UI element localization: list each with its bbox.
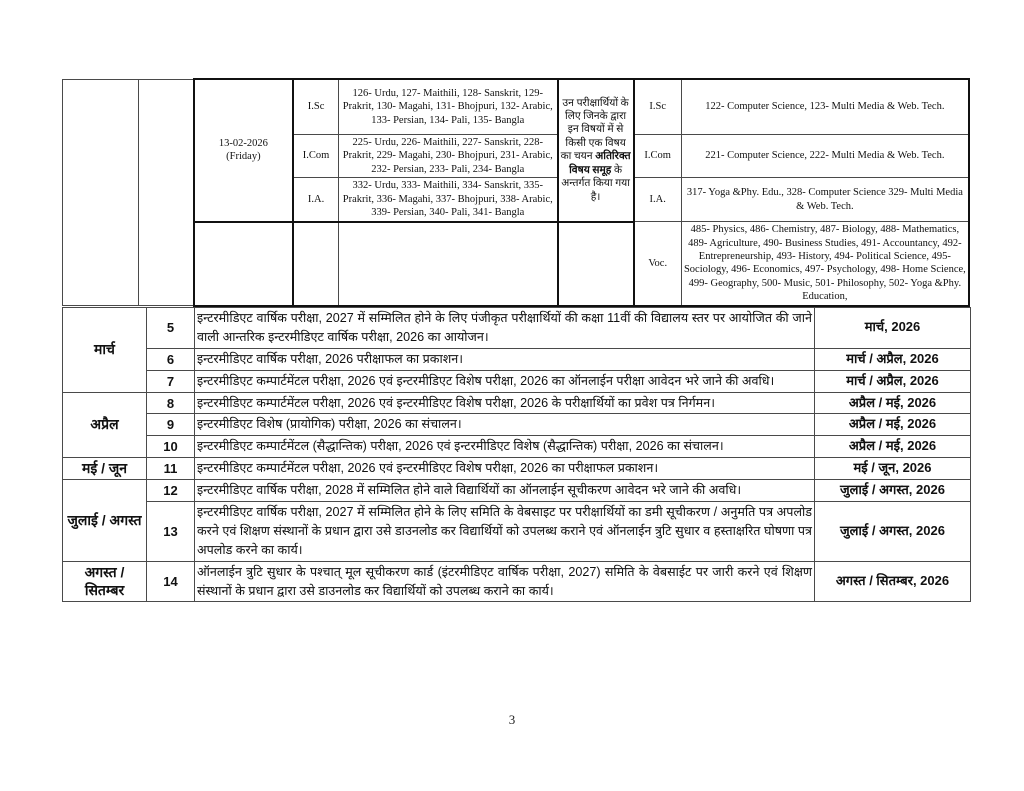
stream-subjects-voc-right: 485- Physics, 486- Chemistry, 487- Biology, 488- Mathematics, 489- Agriculture, 490- Business Studies, 491- Accountancy, 492- Entrepreneurship, 493- History, 494- Political Science, 495- Sociology, 496- Economics, 497- Psychology, 498- Home Science, 499- Geography, 500- Music, 501- Philosophy, 502- Yoga &Phy. Education, [681,222,969,306]
stream-label-ia-left: I.A. [293,178,338,222]
exam-day: (Friday) [226,151,261,163]
activity-description: इन्टरमीडिएट कम्पार्टमेंटल परीक्षा, 2026 एवं इन्टरमीडिएट विशेष परीक्षा, 2026 का परीक्षाफल प्रकाशन। [195,458,815,480]
serial-number: 7 [147,370,195,392]
month-label-march: मार्च [63,308,147,393]
month-label-july-august: जुलाई / अगस्त [63,480,147,562]
month-label-august-september: अगस्त / सितम्बर [63,561,147,602]
activity-period: अप्रैल / मई, 2026 [815,392,971,414]
activity-description: इन्टरमीडिएट वार्षिक परीक्षा, 2027 में सम्मिलित होने के लिए पंजीकृत परीक्षार्थियों की कक्षा 11वीं की विद्यालय स्तर पर आयोजित की जाने वाली आन्तरिक इन्टरमीडिएट वार्षिक परीक्षा, 2026 का आयोजन। [195,308,815,349]
activity-period: मई / जून, 2026 [815,458,971,480]
activity-period: मार्च / अप्रैल, 2026 [815,348,971,370]
table-row [63,79,970,135]
activity-period: अगस्त / सितम्बर, 2026 [815,561,971,602]
note-text-bold: अतिरिक्त विषय समूह [569,151,631,176]
schedule-table-container [62,307,970,602]
table-row [63,561,971,602]
activity-description: इन्टरमीडिएट विशेष (प्रायोगिक) परीक्षा, 2026 का संचालन। [195,414,815,436]
exam-subjects-table-container [62,78,970,307]
stream-label-isc-right: I.Sc [634,79,682,135]
table-row [63,348,971,370]
table-row [63,308,971,349]
empty-cell-col2 [139,79,194,306]
activity-description: इन्टरमीडिएट वार्षिक परीक्षा, 2027 में सम्मिलित होने के लिए समिति के वेबसाइट पर परीक्षार्थियों का डमी सूचीकरण / अनुमति पत्र अपलोड करने एवं शिक्षण संस्थानों के प्रधान द्वारा उसे डाउनलोड कर विद्यार्थियों को उपलब्ध कराने एवं ऑनलाईन त्रुटि सुधार व हस्ताक्षरित घोषणा पत्र अपलोड करने का कार्य। [195,502,815,562]
stream-subjects-icom-right: 221- Computer Science, 222- Multi Media & Web. Tech. [681,135,969,178]
activity-period: अप्रैल / मई, 2026 [815,436,971,458]
exam-date: 13-02-2026 [218,137,268,149]
serial-number: 6 [147,348,195,370]
note-text-part1: उन परीक्षार्थियों के लिए जिनके द्वारा इन विषयों में से किसी एक विषय का चयन [560,97,629,163]
activity-period: मार्च, 2026 [815,308,971,349]
serial-number: 5 [147,308,195,349]
table-row [63,370,971,392]
activity-description: ऑनलाईन त्रुटि सुधार के पश्चात् मूल सूचीकरण कार्ड (इंटरमीडिएट वार्षिक परीक्षा, 2027) समिति के वेबसाईट पर जारी करने एवं शिक्षण संस्थानों के प्रधान द्वारा उसे डाउनलोड कर विद्यार्थियों को उपलब्ध कराने का कार्य। [195,561,815,602]
activity-description: इन्टरमीडिएट वार्षिक परीक्षा, 2028 में सम्मिलित होने वाले विद्यार्थियों का ऑनलाईन सूचीकरण आवेदन भरे जाने की अवधि। [195,480,815,502]
activity-period: अप्रैल / मई, 2026 [815,414,971,436]
serial-number: 10 [147,436,195,458]
serial-number: 12 [147,480,195,502]
table-row [63,414,971,436]
activity-description: इन्टरमीडिएट कम्पार्टमेंटल परीक्षा, 2026 एवं इन्टरमीडिएट विशेष परीक्षा, 2026 का ऑनलाईन परीक्षा आवेदन भरे जाने की अवधि। [195,370,815,392]
table-row [63,436,971,458]
stream-subjects-isc-left: 126- Urdu, 127- Maithili, 128- Sanskrit, 129- Prakrit, 130- Magahi, 131- Bhojpuri, 132- Arabic, 133- Persian, 134- Pali, 135- Bangla [339,79,558,135]
month-label-april: अप्रैल [63,392,147,458]
stream-subjects-icom-left: 225- Urdu, 226- Maithili, 227- Sanskrit, 228- Prakrit, 229- Magahi, 230- Bhojpuri, 231- Arabic, 232- Persian, 233- Pali, 234- Bangla [339,135,558,178]
table-row [63,458,971,480]
table-row [63,480,971,502]
serial-number: 9 [147,414,195,436]
spacer-cell-stream-left [293,222,338,306]
activity-period: जुलाई / अगस्त, 2026 [815,480,971,502]
month-label-may-june: मई / जून [63,458,147,480]
stream-label-isc-left: I.Sc [293,79,338,135]
additional-subject-note-cell [558,79,634,222]
activity-description: इन्टरमीडिएट वार्षिक परीक्षा, 2026 परीक्षाफल का प्रकाशन। [195,348,815,370]
activity-period: मार्च / अप्रैल, 2026 [815,370,971,392]
serial-number: 11 [147,458,195,480]
exam-date-cell [194,79,293,222]
serial-number: 8 [147,392,195,414]
spacer-cell-subjects-left [339,222,558,306]
stream-label-icom-right: I.Com [634,135,682,178]
page-number: 3 [508,712,516,727]
stream-label-ia-right: I.A. [634,178,682,222]
activity-period: जुलाई / अगस्त, 2026 [815,502,971,562]
serial-number: 14 [147,561,195,602]
serial-number: 13 [147,502,195,562]
activity-description: इन्टरमीडिएट कम्पार्टमेंटल परीक्षा, 2026 एवं इन्टरमीडिएट विशेष परीक्षा, 2026 के परीक्षार्थियों का प्रवेश पत्र निर्गमन। [195,392,815,414]
exam-subjects-table [62,78,970,307]
empty-cell-col1 [63,79,139,306]
schedule-table [62,307,971,602]
note-text-part2: के अन्तर्गत किया गया है। [561,164,630,203]
spacer-cell-date [194,222,293,306]
stream-subjects-ia-right: 317- Yoga &Phy. Edu., 328- Computer Science 329- Multi Media & Web. Tech. [681,178,969,222]
spacer-cell-note [558,222,634,306]
activity-description: इन्टरमीडिएट कम्पार्टमेंटल (सैद्धान्तिक) परीक्षा, 2026 एवं इन्टरमीडिएट विशेष (सैद्धान्तिक) परीक्षा, 2026 का संचालन। [195,436,815,458]
stream-label-icom-left: I.Com [293,135,338,178]
table-row [63,222,970,306]
table-row [63,392,971,414]
stream-subjects-ia-left: 332- Urdu, 333- Maithili, 334- Sanskrit, 335- Prakrit, 336- Magahi, 337- Bhojpuri, 338- Arabic, 339- Persian, 340- Pali, 341- Bangla [339,178,558,222]
stream-subjects-isc-right: 122- Computer Science, 123- Multi Media & Web. Tech. [681,79,969,135]
stream-label-voc-right: Voc. [634,222,682,306]
table-row [63,502,971,562]
